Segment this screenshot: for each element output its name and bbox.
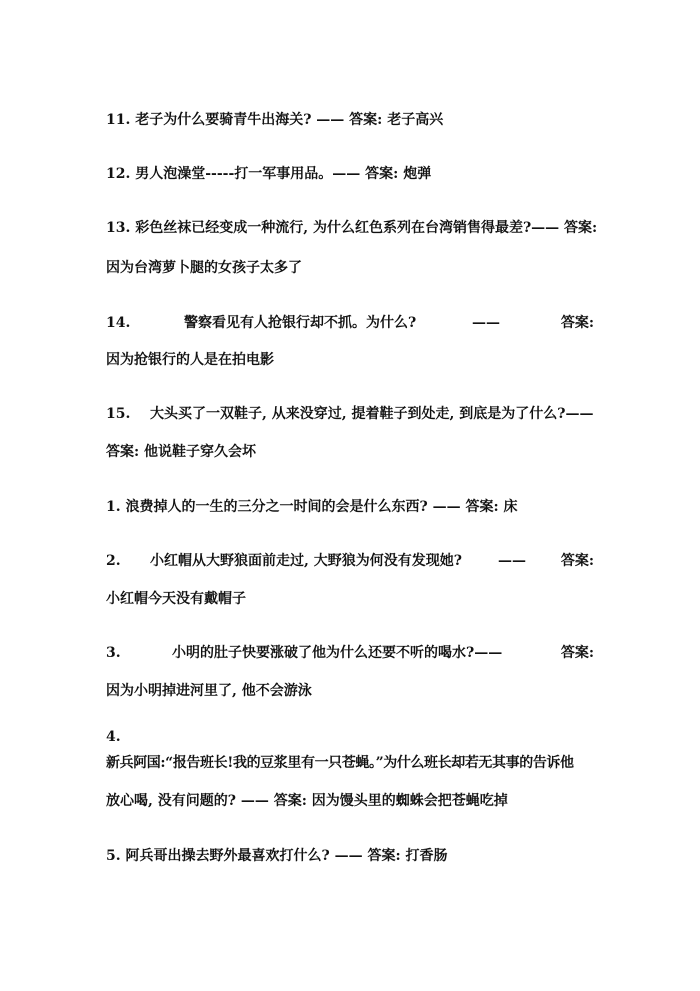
riddle-2-dash: —— [498,553,526,569]
question-15-number: 15. [106,406,131,422]
riddle-2-answer: 小红帽今天没有戴帽子 [106,591,246,607]
question-15-text: 大头买了一双鞋子, 从来没穿过, 提着鞋子到处走, 到底是为了什么?—— [150,406,594,422]
riddle-3-answer-label: 答案: [560,645,594,661]
riddle-4-line-2: 放心喝, 没有问题的? —— 答案: 因为馒头里的蜘蛛会把苍蝇吃掉 [106,793,508,809]
question-11: 11. 老子为什么要骑青牛出海关? —— 答案: 老子高兴 [106,112,444,128]
riddle-1: 1. 浪费掉人的一生的三分之一时间的会是什么东西? —— 答案: 床 [106,499,518,515]
riddle-3-number: 3. [106,645,121,661]
question-12: 12. 男人泡澡堂-----打一军事用品。—— 答案: 炮弹 [106,166,432,182]
question-13-line-1 [106,219,598,237]
question-13-answer: 因为台湾萝卜腿的女孩子太多了 [106,260,302,276]
question-15-answer: 答案: 他说鞋子穿久会坏 [106,444,257,460]
question-13-text: 13. 彩色丝袜已经变成一种流行, 为什么红色系列在台湾销售得最差?—— 答案: [106,220,598,236]
question-14-dash: —— [472,315,500,331]
riddle-2-text: 小红帽从大野狼面前走过, 大野狼为何没有发现她? [150,553,462,569]
question-14-answer-label: 答案: [560,315,594,331]
riddle-3-text: 小明的肚子快要涨破了他为什么还要不听的喝水?—— [172,645,503,661]
riddle-4-line-1: 新兵阿国:“报告班长!我的豆浆里有一只苍蝇。”为什么班长却若无其事的告诉他 [106,755,574,771]
question-14-answer: 因为抢银行的人是在拍电影 [106,352,274,368]
riddle-5: 5. 阿兵哥出操去野外最喜欢打什么? —— 答案: 打香肠 [106,848,448,864]
question-14-number: 14. [106,315,131,331]
riddle-2-number: 2. [106,553,121,569]
question-14-text: 警察看见有人抢银行却不抓。为什么? [184,315,417,331]
riddle-3-answer: 因为小明掉进河里了, 他不会游泳 [106,683,312,699]
riddle-2-answer-label: 答案: [560,553,594,569]
riddle-4-number: 4. [106,729,121,745]
